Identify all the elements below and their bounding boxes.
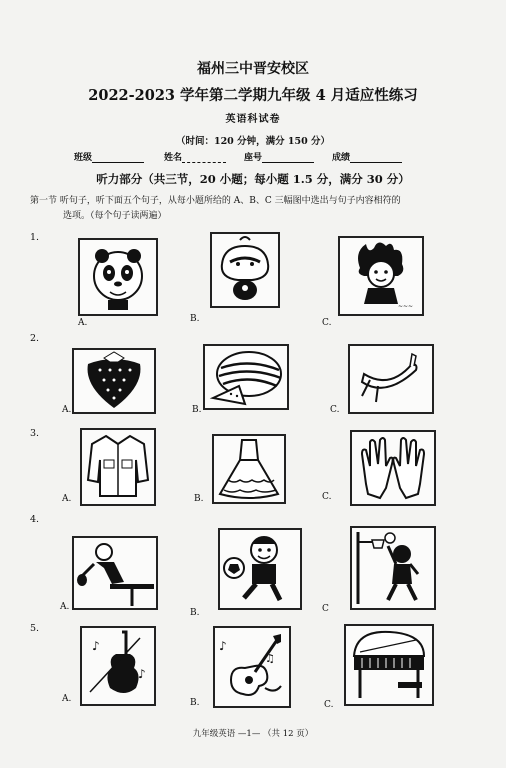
option-5b: B. bbox=[190, 698, 200, 708]
strawberry-icon[interactable] bbox=[72, 348, 156, 414]
option-2a: A. bbox=[62, 405, 72, 415]
option-4b: B. bbox=[190, 608, 200, 618]
seat-field: 座号 bbox=[244, 150, 314, 163]
option-4c: C bbox=[322, 604, 329, 614]
gloves-icon[interactable] bbox=[350, 430, 436, 506]
guitar-icon[interactable] bbox=[213, 626, 291, 708]
watermelon-icon[interactable] bbox=[203, 344, 289, 410]
question-number-5: 5. bbox=[30, 623, 40, 634]
svg-text:♪: ♪ bbox=[138, 667, 146, 681]
option-3a: A. bbox=[62, 494, 72, 504]
option-1a: A. bbox=[78, 318, 88, 328]
soccer-icon[interactable] bbox=[218, 528, 302, 610]
section-title: 听力部分（共三节，20 小题；每小题 1.5 分，满分 30 分） bbox=[96, 172, 410, 186]
exam-title: 2022-2023 学年第二学期九年级 4 月适应性练习 bbox=[88, 87, 418, 104]
jacket-icon[interactable] bbox=[80, 428, 156, 506]
option-2c: C. bbox=[330, 405, 340, 415]
svg-text:♫: ♫ bbox=[265, 652, 275, 665]
piano-icon[interactable] bbox=[344, 624, 434, 706]
question-number-4: 4. bbox=[30, 514, 40, 525]
svg-text:♪: ♪ bbox=[219, 639, 227, 653]
dress-icon[interactable] bbox=[212, 434, 286, 504]
score-field: 成绩 bbox=[332, 150, 402, 163]
svg-text:♪: ♪ bbox=[92, 639, 100, 653]
whale-mascot-icon[interactable] bbox=[210, 232, 280, 308]
question-number-3: 3. bbox=[30, 428, 40, 439]
panda-mascot-icon[interactable] bbox=[78, 238, 158, 316]
basketball-icon[interactable] bbox=[350, 526, 436, 610]
banana-icon[interactable] bbox=[348, 344, 434, 414]
table-tennis-icon[interactable] bbox=[72, 536, 158, 610]
class-field: 班级 bbox=[74, 150, 144, 163]
option-3c: C. bbox=[322, 492, 332, 502]
name-field: 姓名 bbox=[164, 150, 226, 163]
subject-title: 英语科试卷 bbox=[225, 114, 281, 125]
question-number-1: 1. bbox=[30, 232, 40, 243]
option-5a: A. bbox=[62, 694, 72, 704]
section-instruction: 第一节 听句子，听下面五个句子，从每小题所给的 A、B、C 三幅图中选出与句子内容相符的 选项。（每个句子读两遍） bbox=[30, 196, 401, 221]
svg-text:~~~: ~~~ bbox=[398, 303, 414, 310]
option-1c: C. bbox=[322, 318, 332, 328]
question-number-2: 2. bbox=[30, 333, 40, 344]
time-score: （时间：120 分钟，满分 150 分） bbox=[175, 136, 331, 147]
option-5c: C. bbox=[324, 700, 334, 710]
school-name: 福州三中晋安校区 bbox=[197, 61, 309, 77]
violin-icon[interactable] bbox=[80, 626, 156, 706]
option-2b: B. bbox=[192, 405, 202, 415]
option-1b: B. bbox=[190, 314, 200, 324]
flame-mascot-icon[interactable] bbox=[338, 236, 424, 316]
option-3b: B. bbox=[194, 494, 204, 504]
option-4a: A. bbox=[60, 602, 70, 612]
page-footer: 九年级英语 —1— （共 12 页） bbox=[192, 729, 314, 739]
